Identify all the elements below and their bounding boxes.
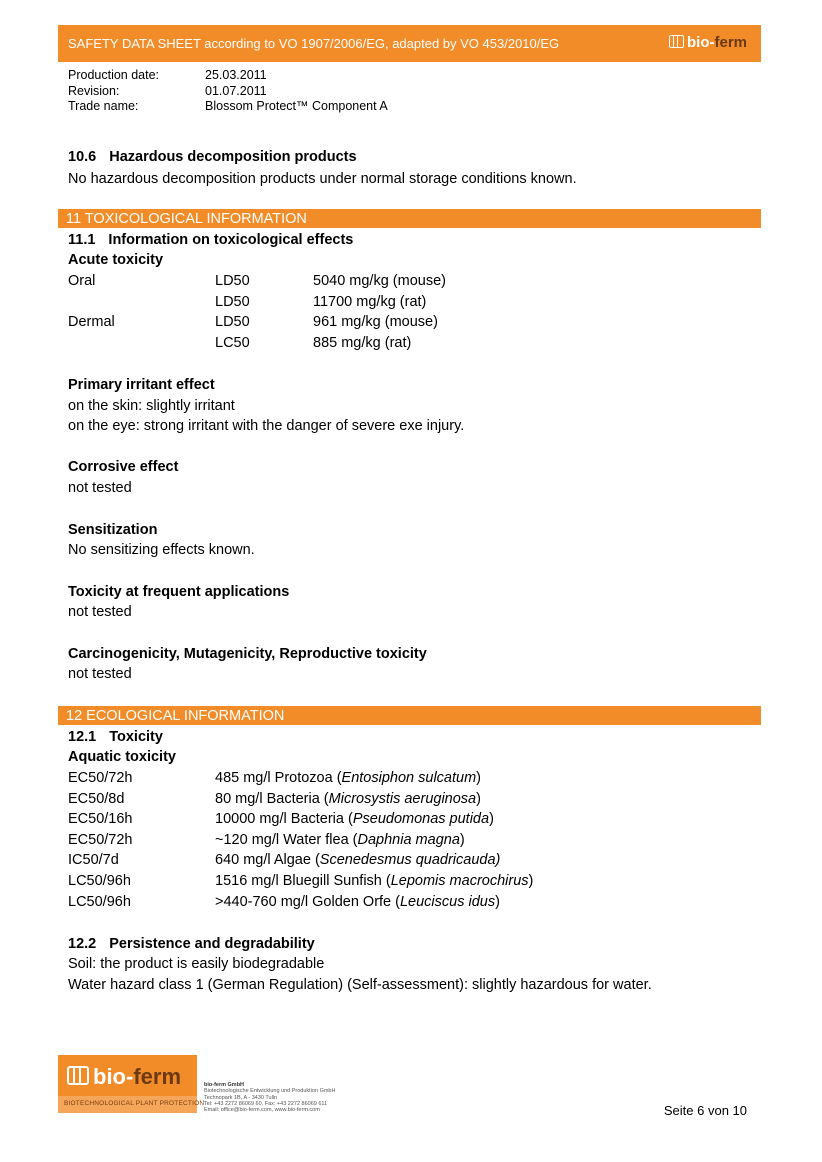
aquatic-type: EC50/8d	[68, 791, 125, 807]
address-line: Tel: +43 2272 86069 60, Fax: +43 2272 86069 611	[204, 1100, 328, 1107]
company-name: bio-ferm GmbH	[204, 1082, 245, 1088]
header-title: SAFETY DATA SHEET according to VO 1907/2006/EG, adapted by VO 453/2010/EG	[68, 36, 560, 51]
acute-value: 5040 mg/kg (mouse)	[313, 273, 446, 289]
acute-route-oral: Oral	[68, 273, 96, 289]
section-10-6-heading: 10.6 Hazardous decomposition products	[68, 149, 357, 165]
aquatic-value: ~120 mg/l Water flea (Daphnia magna)	[215, 832, 465, 848]
aquatic-value: 640 mg/l Algae (Scenedesmus quadricauda)	[215, 852, 501, 868]
acute-toxicity-heading: Acute toxicity	[68, 252, 164, 268]
acute-value: 885 mg/kg (rat)	[313, 335, 412, 351]
aquatic-type: LC50/96h	[68, 894, 131, 910]
irritant-skin-text: on the skin: slightly irritant	[68, 398, 235, 414]
aquatic-type: EC50/72h	[68, 770, 133, 786]
acute-value: 961 mg/kg (mouse)	[313, 314, 438, 330]
aquatic-type: LC50/96h	[68, 873, 131, 889]
frequent-applications-heading: Toxicity at frequent applications	[68, 584, 290, 600]
aquatic-value: 10000 mg/l Bacteria (Pseudomonas putida)	[215, 811, 494, 827]
acute-type: LD50	[215, 314, 250, 330]
corrosive-text: not tested	[68, 480, 132, 496]
aquatic-value: >440-760 mg/l Golden Orfe (Leuciscus idus)	[215, 894, 500, 910]
header-bar	[58, 25, 761, 62]
trade-name: Blossom Protect™ Component A	[205, 99, 388, 113]
footer-logo-wordmark: bio-ferm	[67, 1064, 181, 1090]
footer-logo	[58, 1055, 205, 1113]
meta-label: Revision:	[68, 83, 120, 98]
section-12-1-heading: 12.1 Toxicity	[68, 729, 163, 745]
revision-date: 01.07.2011	[205, 83, 267, 98]
aquatic-type: EC50/72h	[68, 832, 133, 848]
address-line: Email: office@bio-ferm.com, www.bio-ferm.com	[204, 1107, 320, 1114]
section-12-bar	[58, 706, 761, 725]
soil-text: Soil: the product is easily biodegradable	[68, 956, 325, 972]
meta-label: Production date:	[68, 68, 160, 82]
aquatic-value: 485 mg/l Protozoa (Entosiphon sulcatum)	[215, 770, 481, 786]
irritant-eye-text: on the eye: strong irritant with the danger of severe exe injury.	[68, 418, 465, 434]
address-line: Technopark 1B, A - 3430 Tulln	[204, 1094, 278, 1101]
sensitization-text: No sensitizing effects known.	[68, 542, 255, 558]
aquatic-value: 80 mg/l Bacteria (Microsystis aeruginosa)	[215, 791, 481, 807]
bioferm-logo-icon	[67, 1066, 89, 1085]
acute-route-dermal: Dermal	[68, 314, 115, 330]
bioferm-logo-icon	[669, 35, 684, 48]
corrosive-heading: Corrosive effect	[68, 459, 179, 475]
production-date: 25.03.2011	[205, 68, 267, 82]
cmr-heading: Carcinogenicity, Mutagenicity, Reproductive toxicity	[68, 646, 427, 662]
aquatic-toxicity-heading: Aquatic toxicity	[68, 749, 176, 765]
footer-logo-tagline: BIOTECHNOLOGICAL PLANT PROTECTION	[58, 1096, 197, 1113]
meta-labels	[68, 68, 159, 115]
section-11-title: 11 TOXICOLOGICAL INFORMATION	[66, 211, 307, 227]
aquatic-type: EC50/16h	[68, 811, 133, 827]
primary-irritant-heading: Primary irritant effect	[68, 377, 215, 393]
cmr-text: not tested	[68, 666, 132, 682]
aquatic-value: 1516 mg/l Bluegill Sunfish (Lepomis macrochirus)	[215, 873, 534, 889]
section-11-1-heading: 11.1 Information on toxicological effects	[68, 232, 354, 248]
frequent-applications-text: not tested	[68, 604, 132, 620]
section-12-title: 12 ECOLOGICAL INFORMATION	[66, 708, 285, 724]
water-hazard-text: Water hazard class 1 (German Regulation) (Self-assessment): slightly hazardous for water.	[68, 977, 652, 993]
acute-type: LD50	[215, 273, 250, 289]
section-10-6-text: No hazardous decomposition products under normal storage conditions known.	[68, 171, 577, 187]
page-number: Seite 6 von 10	[663, 1103, 747, 1118]
acute-type: LC50	[215, 335, 250, 351]
address-line: Biotechnologische Entwicklung und Produktion GmbH	[204, 1088, 336, 1095]
meta-label: Trade name:	[68, 99, 139, 113]
acute-type: LD50	[215, 294, 250, 310]
section-11-bar	[58, 209, 761, 228]
section-12-2-heading: 12.2 Persistence and degradability	[68, 936, 315, 952]
acute-value: 11700 mg/kg (rat)	[313, 294, 427, 310]
meta-values	[205, 68, 388, 115]
aquatic-type: IC50/7d	[68, 852, 119, 868]
sensitization-heading: Sensitization	[68, 522, 158, 538]
header-logo: bio-ferm	[669, 34, 747, 51]
footer-address	[204, 1082, 335, 1113]
